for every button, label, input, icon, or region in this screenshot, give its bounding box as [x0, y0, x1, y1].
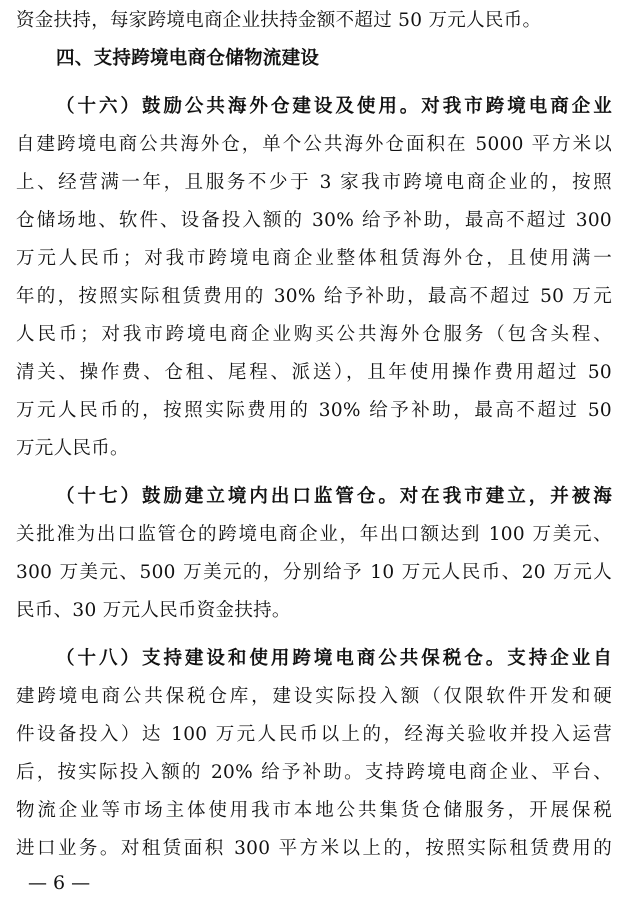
text-line-4: 自建跨境电商公共海外仓，单个公共海外仓面积在 5000 平方米以	[16, 134, 612, 155]
text-line-19: 件设备投入）达 100 万元人民币以上的，经海关验收并投入运营	[16, 724, 612, 745]
text-line-15: 300 万美元、500 万美元的，分别给予 10 万元人民币、20 万元人	[16, 562, 612, 583]
text-line-18: 建跨境电商公共保税仓库，建设实际投入额（仅限软件开发和硬	[16, 686, 612, 707]
text-line-20: 后，按实际投入额的 20% 给予补助。支持跨境电商企业、平台、	[16, 762, 612, 783]
text-line-1: 资金扶持，每家跨境电商企业扶持金额不超过 50 万元人民币。	[16, 10, 542, 31]
clause-16-title-line: （十六）鼓励公共海外仓建设及使用。对我市跨境电商企业	[56, 96, 612, 117]
text-line-10: 清关、操作费、仓租、尾程、派送），且年使用操作费用超过 50	[16, 362, 612, 383]
page-number: — 6 —	[28, 872, 91, 894]
text-line-16: 民币、30 万元人民币资金扶持。	[16, 600, 291, 621]
text-line-11: 万元人民币的，按照实际费用的 30% 给予补助，最高不超过 50	[16, 400, 612, 421]
text-line-8: 年的，按照实际租赁费用的 30% 给予补助，最高不超过 50 万元	[16, 286, 612, 307]
text-line-9: 人民币；对我市跨境电商企业购买公共海外仓服务（包含头程、	[16, 324, 612, 345]
section-heading: 四、支持跨境电商仓储物流建设	[56, 48, 320, 69]
text-line-21: 物流企业等市场主体使用我市本地公共集货仓储服务，开展保税	[16, 800, 612, 821]
text-line-5: 上、经营满一年，且服务不少于 3 家我市跨境电商企业的，按照	[16, 172, 612, 193]
clause-18-title-line: （十八）支持建设和使用跨境电商公共保税仓。支持企业自	[56, 648, 612, 669]
text-line-14: 关批准为出口监管仓的跨境电商企业，年出口额达到 100 万美元、	[16, 524, 612, 545]
text-line-12: 万元人民币。	[16, 438, 129, 459]
text-line-7: 万元人民币；对我市跨境电商企业整体租赁海外仓，且使用满一	[16, 248, 612, 269]
clause-17-title-line: （十七）鼓励建立境内出口监管仓。对在我市建立，并被海	[56, 486, 612, 507]
text-line-6: 仓储场地、软件、设备投入额的 30% 给予补助，最高不超过 300	[16, 210, 612, 231]
text-line-22: 进口业务。对租赁面积 300 平方米以上的，按照实际租赁费用的	[16, 838, 612, 859]
